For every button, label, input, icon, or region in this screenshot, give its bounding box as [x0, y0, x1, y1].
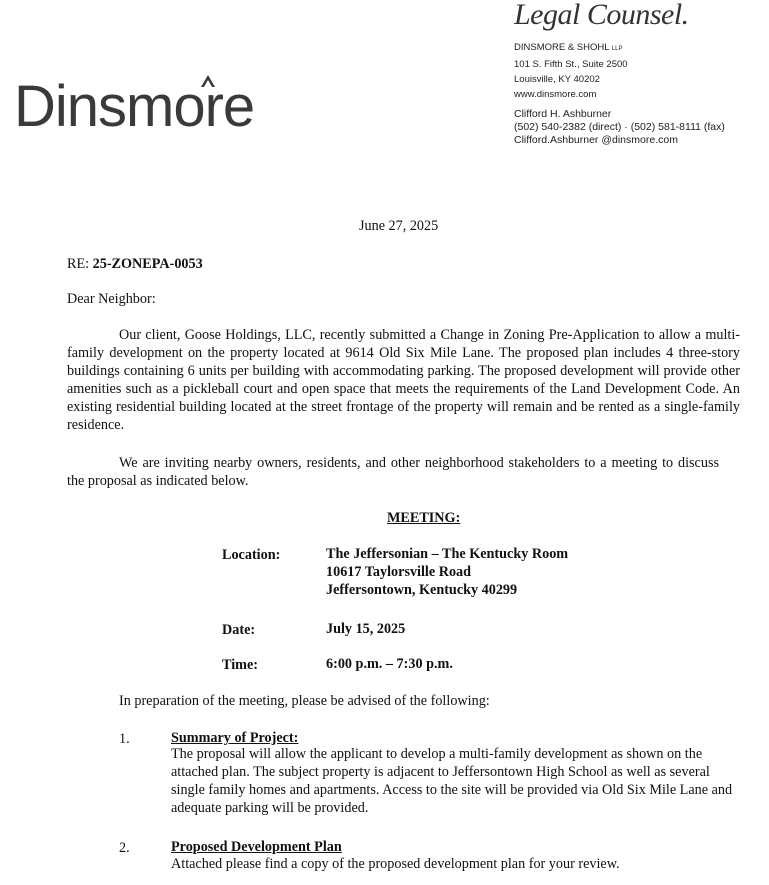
- location-city: Jeffersontown, Kentucky 40299: [326, 582, 518, 598]
- legal-counsel-wordmark: Legal Counsel.: [514, 0, 689, 31]
- time-label: Time:: [222, 657, 258, 673]
- time-value: 6:00 p.m. – 7:30 p.m.: [326, 656, 453, 672]
- re-line: [67, 255, 203, 273]
- location-label: Location:: [222, 547, 281, 563]
- firm-name: DINSMORE & SHOHL LLP: [514, 42, 623, 53]
- letter-date: June 27, 2025: [359, 218, 439, 234]
- meeting-heading: MEETING:: [387, 510, 461, 526]
- location-venue: The Jeffersonian – The Kentucky Room: [326, 546, 569, 562]
- dinsmore-logo: [14, 74, 255, 139]
- item-heading: Proposed Development Plan: [171, 839, 342, 855]
- logo-text: Dinsmore: [14, 74, 255, 139]
- firm-website[interactable]: www.dinsmore.com: [514, 89, 597, 100]
- item-number: 1.: [119, 731, 130, 747]
- firm-address-block: [514, 40, 628, 102]
- location-value: [326, 545, 568, 599]
- location-street: 10617 Taylorsville Road: [326, 564, 472, 580]
- invitation-paragraph: We are inviting nearby owners, residents, and other neighborhood stakeholders to a meeting to discuss the proposal as indicated below.: [67, 455, 719, 489]
- attorney-email[interactable]: Clifford.Ashburner @dinsmore.com: [514, 134, 678, 146]
- date-label: Date:: [222, 622, 256, 638]
- item-number: 2.: [119, 840, 130, 856]
- re-value: 25-ZONEPA-0053: [92, 256, 203, 272]
- re-label: RE:: [67, 256, 93, 272]
- attorney-name: Clifford H. Ashburner: [514, 108, 612, 120]
- firm-address-line2: Louisville, KY 40202: [514, 74, 600, 85]
- item-body: Attached please find a copy of the proposed development plan for your review.: [171, 856, 620, 872]
- preparation-line: In preparation of the meeting, please be advised of the following:: [119, 693, 490, 709]
- item-heading: Summary of Project:: [171, 730, 299, 746]
- salutation: Dear Neighbor:: [67, 291, 156, 307]
- logo-caret-icon: [199, 74, 217, 88]
- intro-paragraph: Our client, Goose Holdings, LLC, recently submitted a Change in Zoning Pre-Application to allow a multi-family development on the property located at 9614 Old Six Mile Lane. The proposed plan includes 4 three-story buildings containing 6 units per building with accommodating parking. The proposed development will provide other amenities such as a pickleball court and open space that meets the requirements of the Land Development Code. An existing residential building located at the street frontage of the property will remain and be rented as a single-family residence.: [67, 327, 740, 433]
- firm-address-line1: 101 S. Fifth St., Suite 2500: [514, 59, 628, 70]
- attorney-phones: (502) 540-2382 (direct) · (502) 581-8111 (fax): [514, 121, 725, 133]
- item-body: The proposal will allow the applicant to develop a multi-family development as shown on the attached plan. The subject property is adjacent to Jeffersontown High School as well as several single family homes and apartments. Access to the site will be provided via Old Six Mile Lane and adequate parking will be provided.: [171, 746, 733, 816]
- attorney-contact-block: [514, 108, 725, 147]
- date-value: July 15, 2025: [326, 621, 406, 637]
